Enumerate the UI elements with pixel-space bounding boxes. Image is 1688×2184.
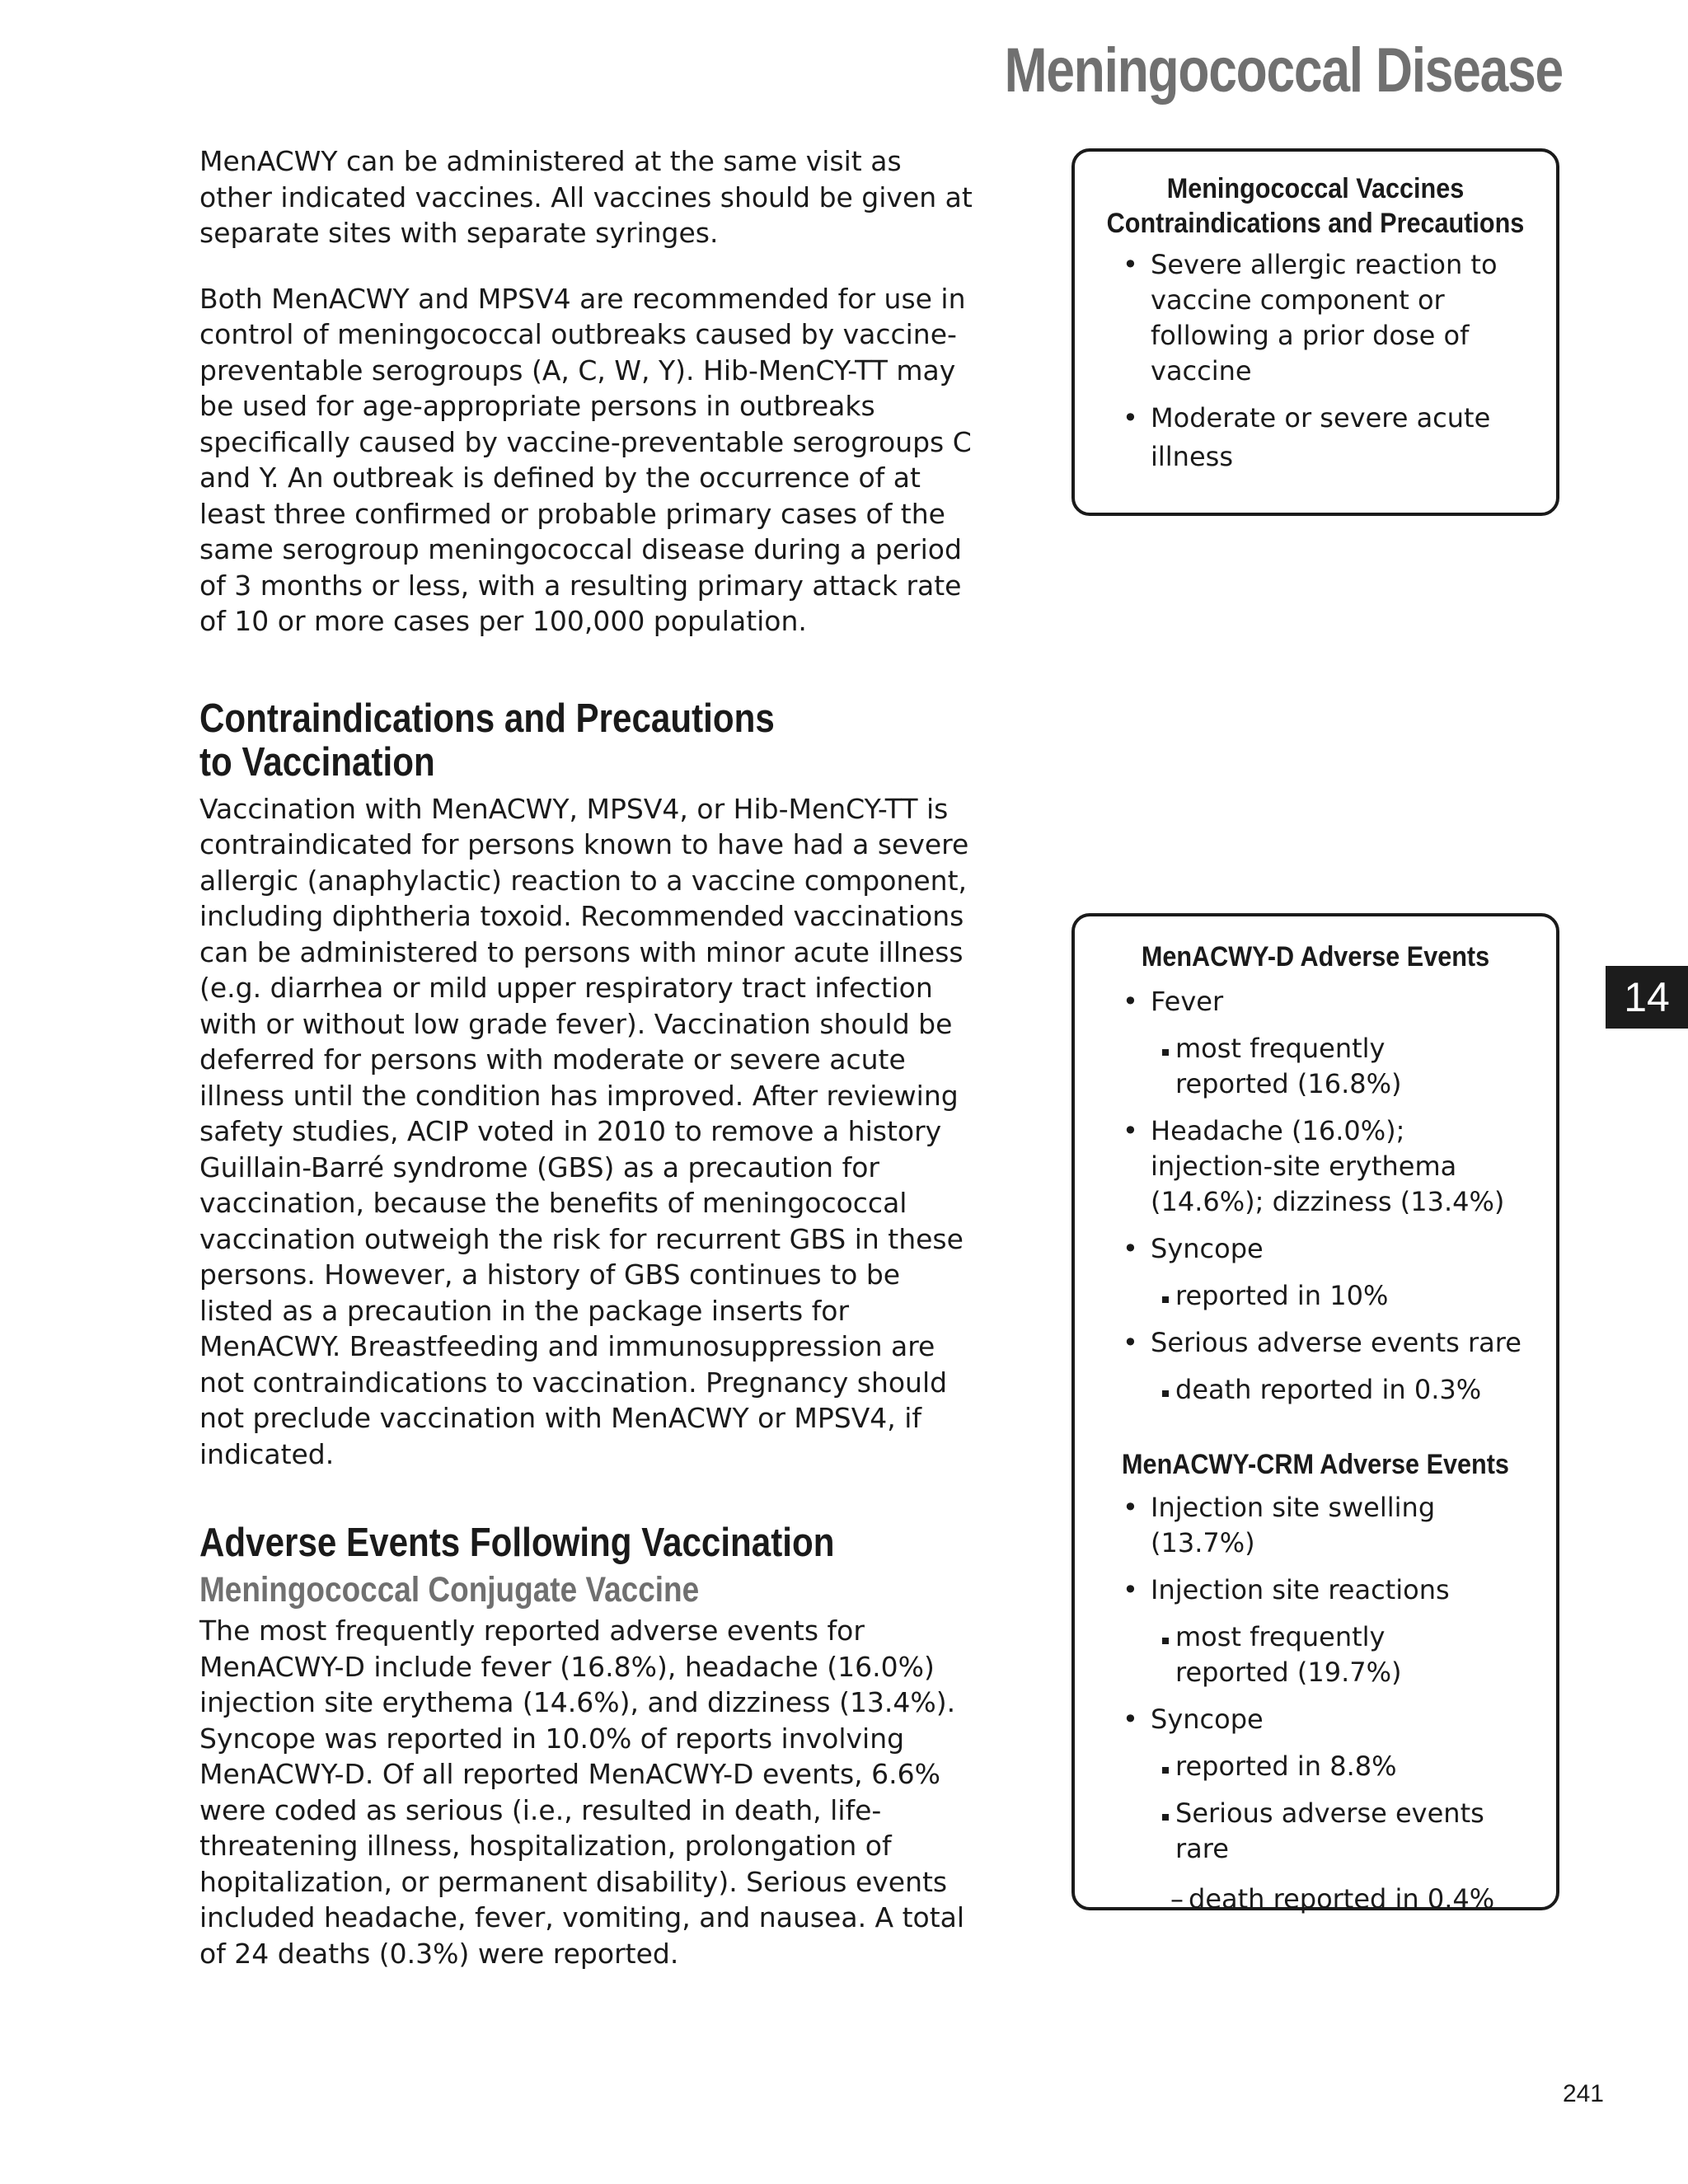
box-title-line-2: Contraindications and Precautions bbox=[1106, 208, 1525, 239]
list-item: • Injection site swelling (13.7%) bbox=[1075, 1490, 1540, 1561]
paragraph-adverse-events: The most frequently reported adverse events for MenACWY-D include fever (16.8%), headache (16.0%) injection site erythema (14.6%), and dizziness (13.4%). Syncope was reported in 10.0% of reports involving MenACWY-D. Of all reported MenACWY-D events, 6.6% were coded as serious (i.e., resulted in death, life-threatening illness, hospitalization, prolongation of hopitalization, or permanent disability). Serious events included headache, fever, vomiting, and nausea. A total of 24 deaths (0.3%) were reported. bbox=[199, 1615, 965, 1970]
list-item: reported in 10% bbox=[1075, 1278, 1523, 1314]
paragraph-outbreak-control: Both MenACWY and MPSV4 are recommended for use in control of meningococcal outbreaks caused by vaccine-preventable serogroups (A, C, W, Y). Hib-MenCY-TT may be used for age-appropriate persons in outbreaks specifically caused by vaccine-preventable serogroups C and Y. An outbreak is defined by the occurrence of at least three confirmed or probable primary cases of the same serogroup meningococcal disease during a period of 3 months or less, with a resulting primary attack rate of 10 or more cases per 100,000 population. bbox=[199, 282, 972, 637]
list-item: • Moderate or severe acute illness bbox=[1075, 399, 1498, 476]
main-text-column bbox=[199, 143, 982, 2001]
list-item: • Serious adverse events rare bbox=[1075, 1325, 1523, 1361]
list-item: reported in 8.8% bbox=[1075, 1749, 1540, 1784]
heading-line-2: to Vaccination bbox=[199, 739, 435, 785]
list-item: most frequently reported (16.8%) bbox=[1075, 1031, 1523, 1102]
list-item: Serious adverse events rare bbox=[1075, 1796, 1540, 1867]
chapter-number: 14 bbox=[1624, 974, 1670, 1020]
list-item: • Fever bbox=[1075, 984, 1523, 1019]
menacwy-crm-list bbox=[1075, 1490, 1556, 1917]
menacwy-d-title: MenACWY-D Adverse Events bbox=[1141, 941, 1490, 972]
contraindications-box bbox=[1071, 148, 1559, 516]
menacwy-d-list bbox=[1075, 984, 1556, 1408]
page-number: 241 bbox=[1562, 2080, 1604, 2107]
menacwy-crm-title: MenACWY-CRM Adverse Events bbox=[1122, 1449, 1509, 1480]
list-item: • Headache (16.0%); injection-site erythema (14.6%); dizziness (13.4%) bbox=[1075, 1113, 1523, 1220]
list-item: • Severe allergic reaction to vaccine component or following a prior dose of vaccine bbox=[1075, 247, 1498, 389]
section-heading-contraindications bbox=[199, 697, 982, 785]
subheading-conjugate-vaccine: Meningococcal Conjugate Vaccine bbox=[199, 1570, 700, 1610]
list-item: death reported in 0.3% bbox=[1075, 1372, 1523, 1408]
adverse-events-box bbox=[1071, 913, 1559, 1915]
heading-line-1: Contraindications and Precautions bbox=[199, 696, 775, 741]
section-heading-adverse-events: Adverse Events Following Vaccination bbox=[199, 1521, 835, 1565]
contraindications-list bbox=[1075, 247, 1556, 476]
page-header-title: Meningococcal Disease bbox=[1004, 35, 1563, 105]
list-item: • Syncope bbox=[1075, 1231, 1523, 1267]
list-item: – death reported in 0.4% bbox=[1075, 1882, 1540, 1917]
list-item: • Syncope bbox=[1075, 1702, 1540, 1737]
chapter-tab bbox=[1606, 966, 1688, 1029]
paragraph-administration: MenACWY can be administered at the same visit as other indicated vaccines. All vaccines should be given at separate sites with separate syringes. bbox=[199, 145, 973, 249]
list-item: • Injection site reactions bbox=[1075, 1572, 1540, 1608]
list-item: most frequently reported (19.7%) bbox=[1075, 1619, 1540, 1690]
paragraph-contraindications: Vaccination with MenACWY, MPSV4, or Hib-MenCY-TT is contraindicated for persons known to have had a severe allergic (anaphylactic) reaction to a vaccine component, including diphtheria toxoid. Recommended vaccinations can be administered to persons with minor acute illness (e.g. diarrhea or mild upper respiratory tract infection with or without low grade fever). Vaccination should be deferred for persons with moderate or severe acute illness until the condition has improved. After reviewing safety studies, ACIP voted in 2010 to remove a history Guillain-Barré syndrome (GBS) as a precaution for vaccination, because the benefits of meningococcal vaccination outweigh the risk for recurrent GBS in these persons. However, a history of GBS continues to be listed as a precaution in the package inserts for MenACWY. Breastfeeding and immunosuppression are not contraindications to vaccination. Pregnancy should not preclude vaccination with MenACWY or MPSV4, if indicated. bbox=[199, 792, 969, 1470]
box-title-line-1: Meningococcal Vaccines bbox=[1166, 173, 1465, 204]
